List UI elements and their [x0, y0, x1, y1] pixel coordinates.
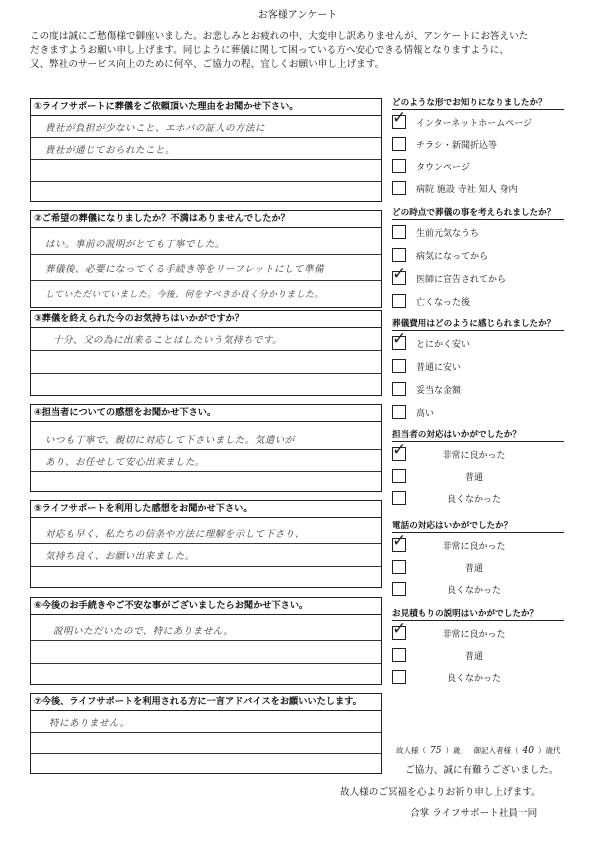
answer-line[interactable] — [31, 182, 381, 203]
answer-line[interactable] — [31, 255, 381, 281]
intro-line: だきますようお願い申し上げます。同じように葬儀に関して困っている方へ安心できる情報となりますように、 — [30, 45, 509, 56]
question-6-label: ⑥今後のお手続きやご不安な事がございましたらお聞かせ下さい。 — [31, 598, 381, 615]
question-7-box — [30, 693, 382, 774]
checkbox[interactable] — [392, 159, 406, 173]
option-label: タウンページ — [416, 163, 470, 173]
option-label: 亡くなった後 — [416, 298, 471, 308]
handwritten-answer: 気持ち良く、お願い出来ました。 — [45, 551, 195, 562]
option-item[interactable] — [392, 246, 572, 266]
checkbox[interactable] — [392, 137, 406, 151]
question-4-box — [30, 404, 382, 492]
option-item[interactable] — [392, 157, 572, 177]
checkbox[interactable] — [392, 248, 406, 262]
page-title: お客様アンケート — [257, 10, 338, 21]
option-item[interactable] — [392, 403, 572, 423]
option-item[interactable] — [392, 558, 572, 578]
handwritten-answer: 貴社が通じておられたこと。 — [45, 145, 176, 156]
answer-line[interactable] — [31, 754, 381, 774]
deceased-age-value[interactable]: 75 — [430, 746, 442, 756]
option-label: 高い — [416, 409, 435, 419]
checkmark-icon: ✓ — [392, 531, 407, 551]
question-4-label: ④担当者についての感想をお聞かせ下さい。 — [31, 405, 381, 422]
option-item[interactable] — [392, 357, 572, 377]
answer-line[interactable] — [31, 544, 381, 567]
option-label: 病気になってから — [416, 252, 489, 262]
option-label: 病院 施設 寺社 知人 身内 — [416, 185, 518, 195]
option-item[interactable] — [392, 292, 572, 312]
handwritten-answer: していただいていました。今後、何をすべきか良く分かりました。 — [45, 290, 324, 300]
deceased-age-suffix: ）歳 — [445, 746, 461, 755]
answer-line[interactable] — [31, 422, 381, 450]
option-label: 普通 — [464, 473, 483, 483]
answer-line[interactable] — [31, 328, 381, 351]
intro-text — [30, 30, 575, 72]
intro-line: 又、弊社のサービス向上のために何卒、ご協力の程、宜しくお願い申し上げます。 — [30, 59, 385, 70]
option-label: 生前元気なうち — [416, 229, 480, 239]
checkmark-icon: ✓ — [392, 264, 407, 284]
option-label: 良くなかった — [446, 674, 501, 684]
option-item[interactable] — [392, 380, 572, 400]
answer-line[interactable] — [31, 472, 381, 492]
checkbox[interactable] — [392, 108, 407, 129]
option-label: 非常に良かった — [442, 542, 506, 552]
answer-line[interactable] — [31, 641, 381, 664]
question-5-box — [30, 500, 382, 588]
option-item[interactable] — [392, 264, 572, 289]
checkbox[interactable] — [392, 225, 406, 239]
answer-line[interactable] — [31, 374, 381, 396]
answer-line[interactable] — [31, 567, 381, 588]
deceased-age-label: 故人様（ — [396, 746, 426, 755]
writer-age-value[interactable]: 40 — [522, 746, 534, 756]
answer-line[interactable] — [31, 138, 381, 160]
option-item[interactable] — [392, 467, 572, 487]
checkbox[interactable] — [392, 382, 406, 396]
option-label: 普通 — [464, 652, 483, 662]
option-item[interactable] — [392, 489, 572, 509]
option-item[interactable] — [392, 440, 572, 465]
option-label: 非常に良かった — [442, 451, 506, 461]
answer-line[interactable] — [31, 450, 381, 472]
handwritten-answer: はい。事前の説明がとても丁寧でした。 — [45, 239, 226, 250]
answer-line[interactable] — [31, 664, 381, 685]
checkbox[interactable] — [392, 181, 406, 195]
option-label: 医師に宣告されてから — [416, 275, 507, 285]
question-1-box — [30, 98, 382, 202]
option-item[interactable] — [392, 135, 572, 155]
handwritten-answer: いつも丁寧で、親切に対応して下さいました。気遣いが — [45, 435, 295, 446]
answer-line[interactable] — [31, 711, 381, 733]
question-7-label: ⑦今後、ライフサポートを利用される方に一言アドバイスをお願いいたします。 — [31, 694, 381, 711]
answer-line[interactable] — [31, 733, 381, 754]
handwritten-answer: 特にありません。 — [49, 718, 130, 729]
option-item[interactable] — [392, 329, 572, 354]
answer-line[interactable] — [31, 160, 381, 182]
checkbox[interactable] — [392, 294, 406, 308]
option-item[interactable] — [392, 580, 572, 600]
option-item[interactable] — [392, 668, 572, 688]
option-group-heading: 電話の対応はいかがでしたか？ — [392, 519, 564, 533]
question-2-label: ②ご希望の葬儀になりましたか？不満はありませんでしたか？ — [31, 211, 381, 228]
option-group-heading: どの時点で葬儀の事を考えられましたか？ — [392, 206, 564, 220]
handwritten-answer: 十分、父の為に出来ることはしたいう気持ちです。 — [53, 335, 283, 346]
option-group-heading: お見積もりの説明はいかがでしたか？ — [392, 607, 564, 621]
handwritten-answer: あり、お任せして安心出来ました。 — [45, 457, 206, 468]
answer-line[interactable] — [31, 228, 381, 255]
answer-line[interactable] — [31, 351, 381, 374]
checkbox[interactable] — [392, 329, 407, 350]
checkbox[interactable] — [392, 405, 406, 419]
question-5-label: ⑤ライフサポートを利用した感想をお聞かせ下さい。 — [31, 501, 381, 518]
option-label: インターネットホームページ — [416, 119, 533, 129]
checkmark-icon: ✓ — [392, 108, 407, 128]
checkmark-icon: ✓ — [392, 619, 407, 639]
question-3-label: ③葬儀を終えられた今のお気持ちはいかがですか？ — [31, 311, 381, 328]
answer-line[interactable] — [31, 615, 381, 641]
handwritten-answer: 貴社が負担が少ないこと、エホバの証人の方法に — [45, 123, 266, 134]
option-label: 普通 — [464, 564, 483, 574]
option-label: 妥当な金額 — [416, 386, 462, 396]
handwritten-answer: 葬儀後、必要になってくる手続き等をリーフレットにして準備 — [45, 264, 325, 275]
handwritten-answer: 説明いただいたので、特にありません。 — [53, 626, 234, 637]
checkmark-icon: ✓ — [392, 329, 407, 349]
handwritten-answer: 対応も早く、私たちの信条や方法に理解を示して下さり、 — [45, 529, 305, 540]
option-label: 良くなかった — [446, 495, 501, 505]
option-item[interactable] — [392, 619, 572, 644]
age-info — [396, 738, 561, 757]
question-2-box — [30, 210, 382, 308]
option-group-heading: どのような形でお知りになりましたか？ — [392, 96, 564, 110]
checkbox[interactable] — [392, 264, 407, 285]
answer-line[interactable] — [31, 518, 381, 544]
answer-line[interactable] — [31, 116, 381, 138]
intro-line: この度は誠にご愁傷様で御座いました。お悲しみとお疲れの中、大変申し訳ありませんが、アンケートにお答えいた — [30, 31, 529, 42]
option-group-heading: 葬儀費用はどのように感じられましたか？ — [392, 317, 564, 331]
signature-text: 合掌 ライフサポート社員一同 — [410, 808, 538, 819]
checkmark-icon: ✓ — [392, 440, 407, 460]
question-1-label: ①ライフサポートに葬儀をご依頼頂いた理由をお聞かせ下さい。 — [31, 99, 381, 116]
thanks-text: ご協力、誠に有難うございました。 — [405, 765, 559, 776]
option-label: とにかく安い — [416, 340, 471, 350]
option-item[interactable] — [392, 223, 572, 243]
option-item[interactable] — [392, 179, 572, 199]
writer-age-suffix: ）歳代 — [538, 746, 561, 755]
question-6-box — [30, 597, 382, 685]
option-item[interactable] — [392, 108, 572, 133]
option-label: チラシ・新聞折込等 — [416, 141, 498, 151]
option-label: 非常に良かった — [442, 630, 506, 640]
option-label: 良くなかった — [446, 586, 501, 596]
prayer-text: 故人様のご冥福を心よりお祈り申し上げます。 — [340, 787, 541, 798]
answer-line[interactable] — [31, 281, 381, 307]
question-3-box — [30, 310, 382, 396]
option-group-heading: 担当者の対応はいかがでしたか？ — [392, 428, 564, 442]
option-item[interactable] — [392, 646, 572, 666]
checkbox[interactable] — [392, 359, 406, 373]
option-item[interactable] — [392, 531, 572, 556]
option-label: 普通に安い — [416, 363, 462, 373]
writer-age-label: 御記入者様（ — [473, 746, 519, 755]
